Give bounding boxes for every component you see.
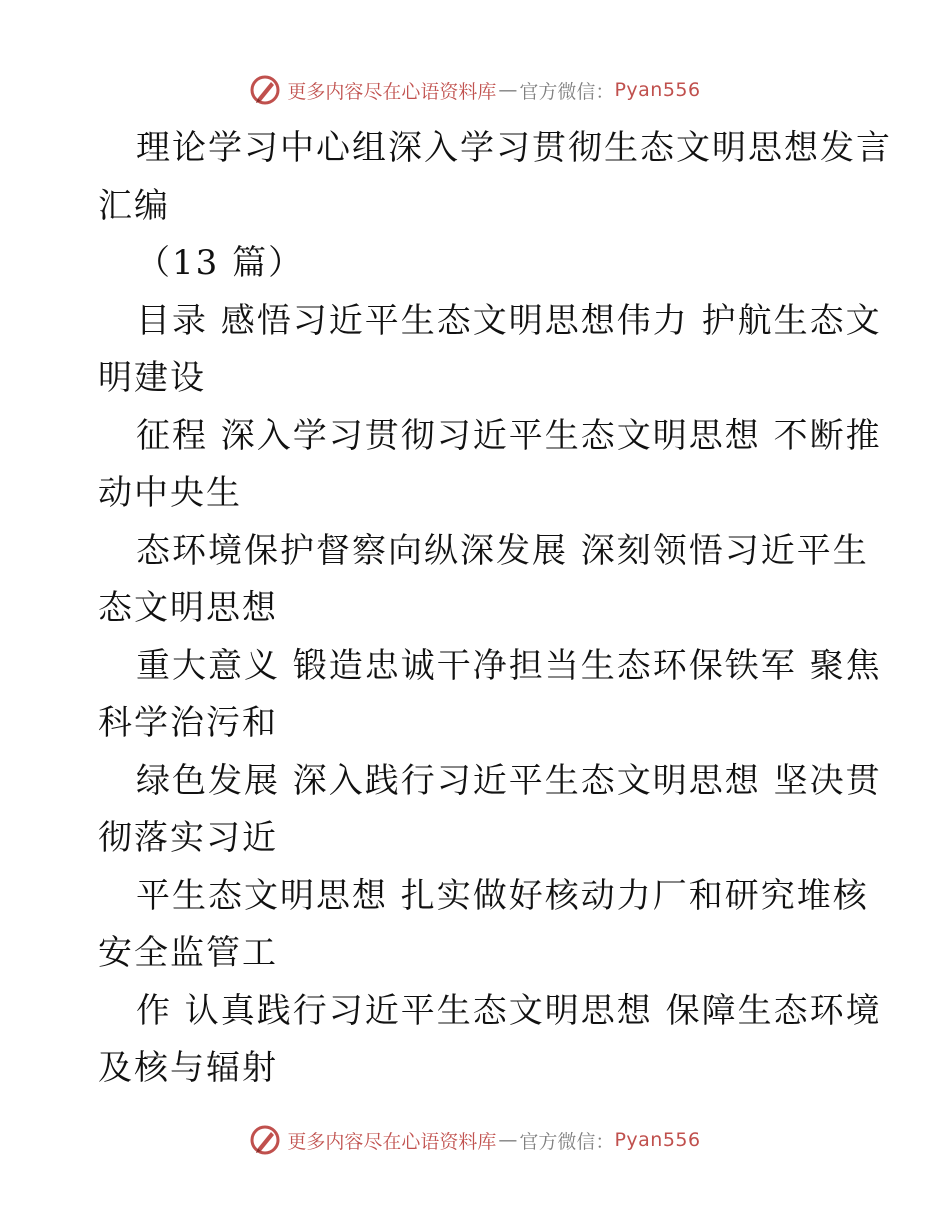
text-line: 征程 深入学习贯彻习近平生态文明思想 不断推 — [136, 415, 882, 456]
toc-paragraph — [98, 523, 869, 638]
toc-paragraph — [98, 408, 882, 523]
watermark-wechat-id: Pyan556 — [614, 79, 701, 101]
text-line: 态文明思想 — [98, 588, 278, 628]
text-line: 作 认真践行习近平生态文明思想 保障生态环境 — [136, 990, 882, 1031]
watermark-separator: — — [498, 79, 518, 101]
watermark-wechat-label: 官方微信： — [519, 80, 615, 103]
text-line: 绿色发展 深入践行习近平生态文明思想 坚决贯 — [136, 760, 882, 801]
text-line: 目录 感悟习近平生态文明思想伟力 护航生态文 — [136, 300, 882, 341]
text-line: 彻落实习近 — [98, 818, 278, 858]
watermark-wechat-id: Pyan556 — [614, 1129, 701, 1151]
text-line: 明建设 — [98, 358, 206, 398]
toc-paragraph — [98, 293, 882, 408]
toc-paragraph — [98, 638, 882, 753]
text-line: 平生态文明思想 扎实做好核动力厂和研究堆核 — [136, 875, 869, 916]
toc-paragraph — [98, 868, 869, 983]
text-line: 理论学习中心组深入学习贯彻生态文明思想发言 — [136, 128, 892, 168]
watermark-brand-text: 更多内容尽在心语资料库 — [287, 80, 497, 103]
watermark-wechat-label: 官方微信： — [519, 1130, 615, 1153]
document-title — [98, 120, 892, 235]
toc-paragraph — [98, 753, 882, 868]
text-line: 及核与辐射 — [98, 1048, 278, 1088]
text-line: （13 篇） — [136, 243, 305, 283]
article-count — [98, 235, 858, 293]
text-line: 安全监管工 — [98, 933, 278, 973]
pen-logo-icon — [249, 1124, 281, 1156]
pen-logo-icon — [249, 74, 281, 106]
watermark-separator: — — [498, 1129, 518, 1151]
document-body — [98, 120, 892, 1098]
text-line: 态环境保护督察向纵深发展 深刻领悟习近平生 — [136, 530, 869, 571]
text-line: 科学治污和 — [98, 703, 278, 743]
header-watermark — [0, 70, 950, 110]
footer-watermark — [0, 1120, 950, 1160]
watermark-brand-text: 更多内容尽在心语资料库 — [287, 1130, 497, 1153]
text-line: 汇编 — [98, 185, 170, 226]
text-line: 动中央生 — [98, 473, 242, 513]
toc-paragraph — [98, 983, 882, 1098]
text-line: 重大意义 锻造忠诚干净担当生态环保铁军 聚焦 — [136, 645, 882, 686]
